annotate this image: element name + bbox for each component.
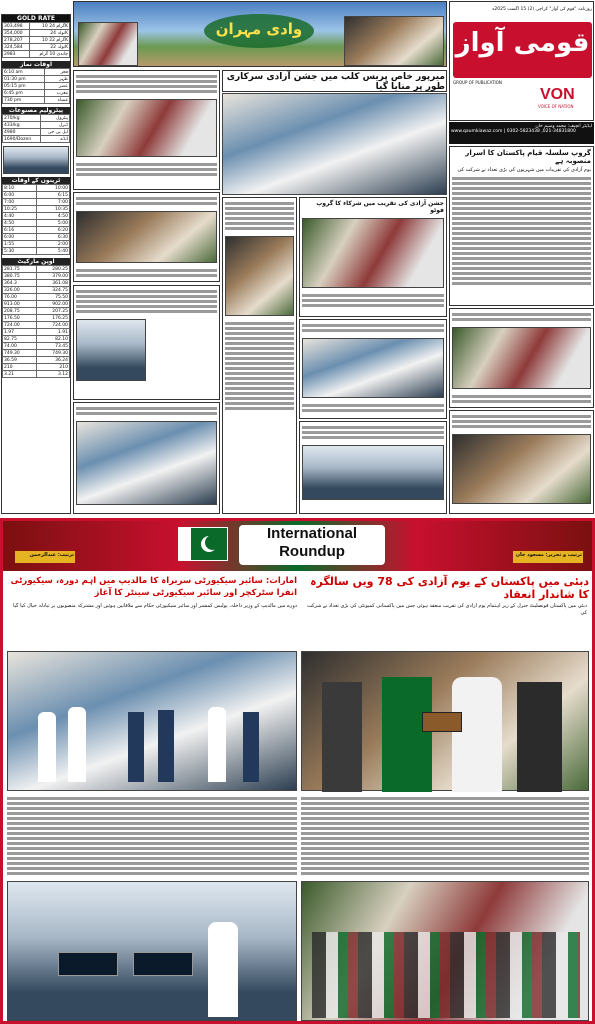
- date-line: روزنامہ "قوم کی آواز" کراچی (2) 15 اگست 2025ء: [492, 7, 592, 12]
- table-row: [3, 227, 70, 234]
- table-cell: 364.3: [3, 280, 37, 287]
- byline-left: ترتیب: عبدالرحمن: [15, 551, 75, 563]
- table-cell: 6:10 am: [3, 69, 45, 76]
- gold-rate-title: GOLD RATE: [2, 15, 70, 22]
- table-cell: 354,000: [3, 30, 30, 37]
- table-cell: 176.25: [36, 315, 70, 322]
- portrait-photo: [225, 236, 294, 316]
- table-cell: 76.00: [3, 294, 37, 301]
- left-info-column: [1, 14, 71, 514]
- table-row: [3, 308, 70, 315]
- table-row: [3, 280, 70, 287]
- trains-title: ٹرینوں کے اوقات: [2, 177, 70, 184]
- table-row: [3, 248, 70, 255]
- table-cell: 3.12: [36, 371, 70, 378]
- table-cell: 208.75: [3, 308, 37, 315]
- editor-line: ایڈیٹر انچیف: محمد وسیم خان: [535, 124, 592, 129]
- table-cell: 324,584: [3, 44, 30, 51]
- table-cell: تولہ 24K: [30, 30, 70, 37]
- table-cell: 10 گرام 24K: [30, 23, 70, 30]
- roundup-title-box: [239, 525, 385, 565]
- von-full: VOICE OF NATION: [538, 104, 574, 109]
- newspaper-name: قومی آواز: [455, 28, 590, 58]
- table-row: [3, 115, 70, 122]
- table-row: [3, 336, 70, 343]
- gold-rate-table: [2, 22, 70, 58]
- banner-photo-left: [78, 22, 138, 66]
- table-cell: فجر: [45, 69, 70, 76]
- table-cell: 361.08: [36, 280, 70, 287]
- table-row: [3, 213, 70, 220]
- table-cell: 379.00: [36, 273, 70, 280]
- table-cell: 1:55: [3, 241, 37, 248]
- table-row: [3, 30, 70, 37]
- story-block-3: [73, 285, 220, 400]
- table-cell: 5:30: [3, 248, 37, 255]
- left-lead: دورے میں مالدیپ کے وزیر داخلہ، پولیس کمشنر اور سائبر سیکیورٹی حکام سے ملاقاتیں ہوئیں اور مشترکہ منصوبوں پر تبادلہ خیال کیا گیا: [13, 603, 297, 609]
- table-cell: 6:30: [36, 234, 70, 241]
- table-cell: عشاء: [45, 97, 70, 104]
- masthead: [449, 1, 594, 121]
- table-row: [3, 97, 70, 104]
- table-row: [3, 136, 70, 143]
- table-cell: 74.00: [3, 343, 37, 350]
- editor-bar: [449, 122, 594, 144]
- table-row: [3, 44, 70, 51]
- table-cell: 326.00: [3, 287, 37, 294]
- table-cell: 2983: [3, 51, 30, 58]
- table-cell: 10 گرام 22K: [30, 37, 70, 44]
- story-4-photo: [76, 421, 217, 505]
- lead-block: [7, 603, 587, 643]
- roundup-title: International: [266, 525, 357, 542]
- center-photo-1: [302, 218, 444, 288]
- table-row: [3, 23, 70, 30]
- center-photo-3: [302, 445, 444, 500]
- story-block-1: [73, 70, 220, 190]
- table-cell: 303,498: [3, 23, 30, 30]
- byline-right: ترتیب و تحریر: مسعود خان: [513, 551, 583, 563]
- currency-table: [2, 265, 70, 378]
- table-cell: 433/kg: [3, 122, 41, 129]
- table-cell: 1.97: [3, 329, 37, 336]
- table-cell: 724.00: [36, 322, 70, 329]
- table-cell: 82.75: [3, 336, 37, 343]
- table-cell: 4:50: [3, 220, 37, 227]
- table-cell: ڈیزل: [40, 122, 69, 129]
- press-club-photo: [222, 93, 447, 195]
- table-cell: 01:30 pm: [3, 76, 45, 83]
- table-cell: 913.00: [3, 301, 37, 308]
- table-cell: 210: [36, 364, 70, 371]
- table-row: [3, 343, 70, 350]
- banner-title: وادی مہران: [215, 20, 303, 38]
- left-article-text: [7, 795, 297, 879]
- table-row: [3, 220, 70, 227]
- table-row: [3, 37, 70, 44]
- table-cell: 7:00: [36, 199, 70, 206]
- banner-photo-right: [344, 16, 444, 66]
- table-row: [3, 129, 70, 136]
- table-cell: 1690/Dozen: [3, 136, 41, 143]
- center-story-1: [299, 197, 447, 317]
- right-story-2: [449, 308, 594, 408]
- table-cell: 4:50: [36, 213, 70, 220]
- table-cell: 6:15: [36, 192, 70, 199]
- table-cell: 902.00: [36, 301, 70, 308]
- center-photo-2: [302, 338, 444, 398]
- table-cell: 380.75: [3, 273, 37, 280]
- train-image: [3, 146, 69, 174]
- table-cell: 4:40: [3, 213, 37, 220]
- table-cell: 36.59: [3, 357, 37, 364]
- table-cell: 724.00: [3, 322, 37, 329]
- prayer-table: [2, 68, 70, 104]
- table-cell: ظہر: [45, 76, 70, 83]
- table-row: [3, 241, 70, 248]
- table-row: [3, 273, 70, 280]
- table-cell: 270/kg: [3, 115, 41, 122]
- table-cell: عصر: [45, 83, 70, 90]
- right-photo-2: [452, 327, 591, 389]
- petrol-table: [2, 114, 70, 143]
- table-row: [3, 357, 70, 364]
- table-row: [3, 90, 70, 97]
- table-cell: 176.50: [3, 315, 37, 322]
- table-cell: 36.24: [36, 357, 70, 364]
- right-sub: یوم آزادی کی تقریبات میں شہریوں کی بڑی تعداد نے شرکت کی: [457, 167, 591, 173]
- right-story-1: [449, 146, 594, 306]
- story-block-2: [73, 192, 220, 282]
- cyber-delegation-photo: [7, 651, 297, 791]
- table-cell: 3.21: [3, 371, 37, 378]
- roundup-subtitle: Roundup: [279, 543, 345, 560]
- von-logo: VON: [540, 86, 575, 103]
- table-cell: 05:15 pm: [3, 83, 45, 90]
- table-row: [3, 329, 70, 336]
- press-club-headline: میرپور خاص پریس کلب میں جشن آزادی سرکاری طور پر منایا گیا: [222, 70, 447, 92]
- table-cell: 75.50: [36, 294, 70, 301]
- center-column: [222, 197, 297, 514]
- table-cell: 749.30: [3, 350, 37, 357]
- table-cell: 210: [3, 364, 37, 371]
- table-cell: انڈے: [40, 136, 69, 143]
- center-caption: جشن آزادی کی تقریب میں شرکاء کا گروپ فوٹو: [316, 200, 444, 214]
- table-row: [3, 51, 70, 58]
- table-cell: 749.30: [36, 350, 70, 357]
- roundup-header: [3, 521, 592, 571]
- table-cell: 5:00: [36, 220, 70, 227]
- cyber-center-photo: [7, 881, 297, 1021]
- dubai-group-photo: [301, 881, 589, 1021]
- center-story-2: [299, 319, 447, 419]
- table-row: [3, 364, 70, 371]
- table-row: [3, 350, 70, 357]
- table-row: [3, 301, 70, 308]
- currency-title: اوپن مارکیٹ: [2, 258, 70, 265]
- right-photo-3: [452, 434, 591, 504]
- center-story-3: [299, 421, 447, 514]
- story-1-photo: [76, 99, 217, 157]
- table-row: [3, 294, 70, 301]
- table-cell: 4980: [3, 129, 41, 136]
- table-row: [3, 266, 70, 273]
- table-cell: 8:10: [3, 185, 37, 192]
- table-cell: 82.10: [36, 336, 70, 343]
- table-cell: 10:35: [36, 206, 70, 213]
- table-cell: ایل پی جی: [40, 129, 69, 136]
- table-cell: تولہ 22K: [30, 44, 70, 51]
- story-3-photo: [76, 319, 146, 381]
- table-cell: پیٹرول: [40, 115, 69, 122]
- table-row: [3, 315, 70, 322]
- roundup-section: [0, 518, 595, 1024]
- table-cell: 324.75: [36, 287, 70, 294]
- story-block-4: [73, 402, 220, 514]
- table-row: [3, 192, 70, 199]
- table-row: [3, 206, 70, 213]
- right-article-text: [301, 795, 589, 879]
- table-cell: 2:00: [36, 241, 70, 248]
- table-cell: 6:00: [3, 234, 37, 241]
- table-row: [3, 69, 70, 76]
- table-cell: مغرب: [45, 90, 70, 97]
- banner: [73, 1, 447, 67]
- petrol-title: پیٹرولیم مصنوعات: [2, 107, 70, 114]
- right-lead: دبئی میں پاکستان قونصلیٹ جنرل کے زیر اہتمام یوم آزادی کی تقریب منعقد ہوئی جس میں پاکستانی کمیونٹی کی بڑی تعداد نے شرکت کی: [307, 603, 587, 616]
- table-row: [3, 199, 70, 206]
- table-row: [3, 287, 70, 294]
- prayer-title: اوقات نماز: [2, 61, 70, 68]
- table-row: [3, 122, 70, 129]
- right-headline: گروپ سلسلہ قیام پاکستان کا اسرار منصوبہ ہے: [465, 149, 591, 165]
- left-headline: امارات: سائبر سیکیورٹی سربراہ کا مالدیپ میں اہم دورہ، سیکیورٹی انفرا سٹرکچر اور سائبر سیکیورٹی سینٹر کا آغاز: [10, 576, 297, 598]
- table-row: [3, 371, 70, 378]
- table-cell: 730 pm: [3, 97, 45, 104]
- table-cell: 10:00: [36, 185, 70, 192]
- table-row: [3, 322, 70, 329]
- table-cell: 10:25: [3, 206, 37, 213]
- table-cell: 281.75: [3, 266, 37, 273]
- story-2-photo: [76, 211, 217, 263]
- table-cell: 278,207: [3, 37, 30, 44]
- right-roundup-headline: دبئی میں پاکستان کے یوم آزادی کی 78 ویں سالگرہ کا شاندار انعقاد: [310, 575, 589, 601]
- right-story-3: [449, 410, 594, 514]
- group-label: GROUP OF PUBLICATION: [453, 80, 502, 85]
- table-row: [3, 83, 70, 90]
- table-cell: 7:00: [3, 199, 37, 206]
- table-cell: 1.91: [36, 329, 70, 336]
- table-cell: 207.25: [36, 308, 70, 315]
- table-cell: 73.45: [36, 343, 70, 350]
- table-row: [3, 76, 70, 83]
- table-cell: 6:16: [3, 227, 37, 234]
- contact-line: 021-34831800, 0302-5823438 | www.qaumkiawaz.com: [451, 129, 576, 134]
- trains-table: [2, 184, 70, 255]
- table-cell: 6:20: [36, 227, 70, 234]
- table-row: [3, 185, 70, 192]
- table-cell: چاندی 10 گرام: [30, 51, 70, 58]
- pakistan-flag-icon: [178, 527, 228, 561]
- table-cell: 280.25: [36, 266, 70, 273]
- table-cell: 5:40: [36, 248, 70, 255]
- table-row: [3, 234, 70, 241]
- table-cell: 6:45 pm: [3, 90, 45, 97]
- dubai-ceremony-photo: [301, 651, 589, 791]
- table-cell: 6:00: [3, 192, 37, 199]
